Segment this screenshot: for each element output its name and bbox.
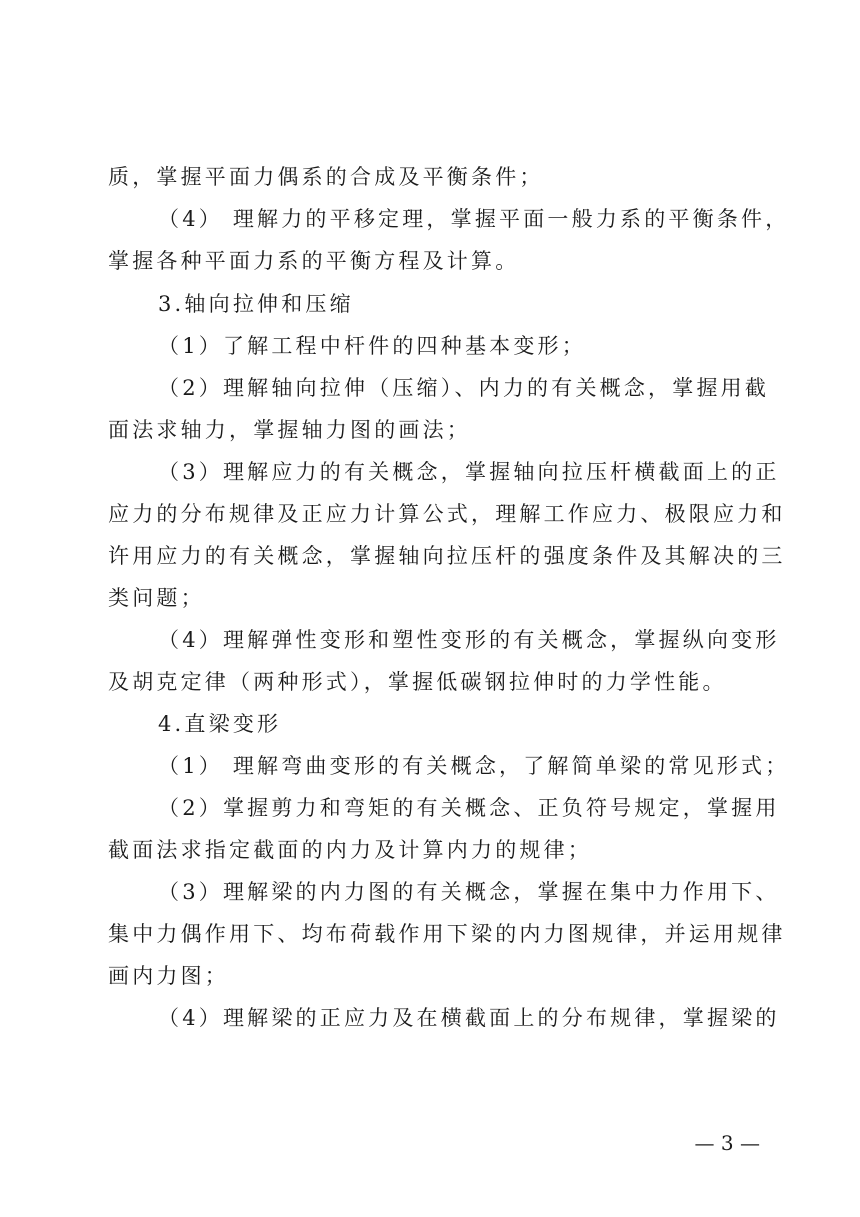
text-line: 类问题； (108, 586, 205, 610)
text-line: 许用应力的有关概念，掌握轴向拉压杆的强度条件及其解决的三 (108, 544, 786, 568)
text-line: （4）理解弹性变形和塑性变形的有关概念，掌握纵向变形 (158, 628, 780, 652)
text-line: 画内力图； (108, 964, 229, 988)
text-line: 掌握各种平面力系的平衡方程及计算。 (108, 249, 520, 273)
text-line: （3）理解应力的有关概念，掌握轴向拉压杆横截面上的正 (158, 460, 780, 484)
text-line: （1） 理解弯曲变形的有关概念，了解简单梁的常见形式； (158, 754, 790, 778)
text-line: 质，掌握平面力偶系的合成及平衡条件； (108, 165, 544, 189)
text-line: 及胡克定律（两种形式），掌握低碳钢拉伸时的力学性能。 (108, 670, 727, 694)
text-line: （4） 理解力的平移定理，掌握平面一般力系的平衡条件， (158, 207, 790, 231)
text-line: （1）了解工程中杆件的四种基本变形； (158, 334, 586, 358)
section-heading: 4.直梁变形 (158, 712, 282, 736)
text-line: 集中力偶作用下、均布荷载作用下梁的内力图规律，并运用规律 (108, 922, 786, 946)
page-number: — 3 — (694, 1131, 760, 1155)
text-line: （2）掌握剪力和弯矩的有关概念、正负符号规定，掌握用 (158, 796, 780, 820)
text-line: （2）理解轴向拉伸（压缩）、内力的有关概念，掌握用截 (158, 376, 770, 400)
text-line: 应力的分布规律及正应力计算公式，理解工作应力、极限应力和 (108, 502, 786, 526)
text-line: 面法求轴力，掌握轴力图的画法； (108, 418, 471, 442)
text-line: （3）理解梁的内力图的有关概念，掌握在集中力作用下、 (158, 880, 780, 904)
text-line: （4）理解梁的正应力及在横截面上的分布规律，掌握梁的 (158, 1006, 780, 1030)
section-heading: 3.轴向拉伸和压缩 (158, 292, 354, 316)
text-line: 截面法求指定截面的内力及计算内力的规律； (108, 838, 592, 862)
